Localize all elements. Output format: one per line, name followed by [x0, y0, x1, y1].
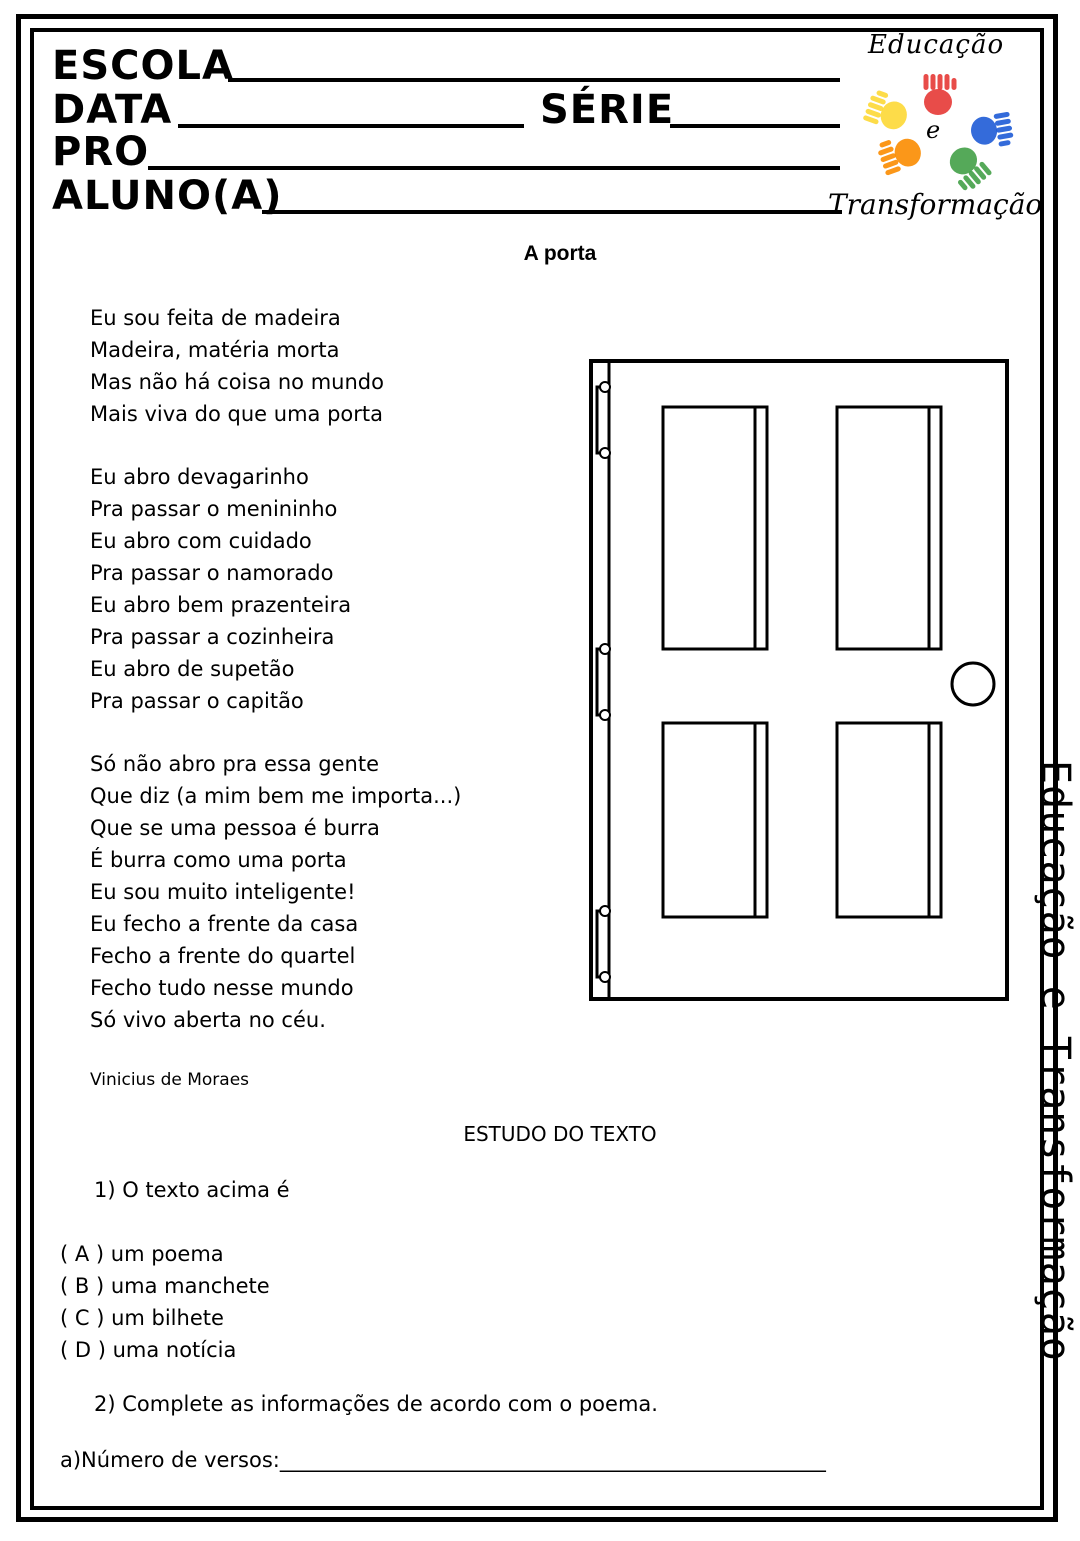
school-field[interactable]: [228, 78, 840, 82]
option-c[interactable]: ( C ) um bilhete: [60, 1306, 224, 1330]
poem-line: Mais viva do que uma porta: [90, 402, 383, 426]
teacher-field[interactable]: [148, 166, 840, 170]
hinge-top: [597, 382, 610, 458]
study-heading: ESTUDO DO TEXTO: [463, 1122, 657, 1146]
date-label: DATA: [52, 87, 173, 133]
door-illustration: [585, 355, 1015, 1005]
poem-line: Fecho tudo nesse mundo: [90, 976, 354, 1000]
door-panel: [837, 723, 941, 917]
option-a[interactable]: ( A ) um poema: [60, 1242, 224, 1266]
question-2a-verses-count[interactable]: a)Número de versos:____________________________________________________: [60, 1448, 826, 1472]
poem-line: Pra passar o capitão: [90, 689, 304, 713]
poem-line: Fecho a frente do quartel: [90, 944, 356, 968]
poem-body: [90, 302, 461, 1067]
grade-field[interactable]: [670, 124, 840, 128]
poem-line: Eu sou feita de madeira: [90, 306, 341, 330]
logo-top-text: Educação: [868, 30, 1005, 60]
poem-line: Que diz (a mim bem me importa...): [90, 784, 462, 808]
door-panel: [663, 407, 767, 649]
stanza: [90, 461, 461, 717]
poem-line: É burra como uma porta: [90, 848, 347, 872]
poem-line: Eu sou muito inteligente!: [90, 880, 356, 904]
side-banner: [1030, 760, 1080, 1420]
option-d[interactable]: ( D ) uma notícia: [60, 1338, 237, 1362]
logo: [828, 30, 1048, 230]
poem-line: Só não abro pra essa gente: [90, 752, 380, 776]
poem-author: Vinicius de Moraes: [90, 1070, 250, 1090]
door-panel: [837, 407, 941, 649]
logo-middle-text: e: [926, 116, 941, 144]
option-b[interactable]: ( B ) uma manchete: [60, 1274, 270, 1298]
poem-line: Eu abro bem prazenteira: [90, 593, 352, 617]
door-panel: [663, 723, 767, 917]
side-text: Educação e Transformação: [1032, 760, 1078, 1362]
teacher-label: PRO: [52, 129, 150, 175]
poem-line: Que se uma pessoa é burra: [90, 816, 380, 840]
door-knob: [952, 663, 994, 705]
door-frame: [591, 361, 1007, 999]
school-label: ESCOLA: [52, 43, 234, 89]
grade-label: SÉRIE: [540, 87, 675, 133]
poem-line: Madeira, matéria morta: [90, 338, 340, 362]
hand-print-icon: [969, 112, 1015, 152]
question-1: 1) O texto acima é: [94, 1178, 290, 1202]
hinge-bottom: [597, 906, 610, 982]
poem-line: Só vivo aberta no céu.: [90, 1008, 326, 1032]
poem-line: Pra passar o namorado: [90, 561, 334, 585]
stanza: [90, 302, 461, 430]
poem-line: Pra passar a cozinheira: [90, 625, 335, 649]
poem-title: A porta: [523, 242, 597, 265]
poem-line: Pra passar o menininho: [90, 497, 338, 521]
hand-print-icon: [941, 142, 993, 195]
poem-line: Eu abro com cuidado: [90, 529, 312, 553]
hinge-middle: [597, 644, 610, 720]
hand-print-icon: [924, 74, 957, 115]
hand-print-icon: [875, 131, 925, 176]
hand-print-icon: [862, 88, 912, 133]
poem-line: Eu abro devagarinho: [90, 465, 309, 489]
date-field[interactable]: [178, 124, 524, 128]
stanza: [90, 748, 461, 1036]
student-field[interactable]: [262, 210, 842, 214]
logo-bottom-text: Transformação: [828, 188, 1043, 221]
poem-line: Eu abro de supetão: [90, 657, 295, 681]
answer-options: [60, 1238, 270, 1366]
question-2: 2) Complete as informações de acordo com o poema.: [94, 1392, 658, 1416]
poem-line: Mas não há coisa no mundo: [90, 370, 384, 394]
poem-line: Eu fecho a frente da casa: [90, 912, 359, 936]
student-label: ALUNO(A): [52, 173, 283, 219]
